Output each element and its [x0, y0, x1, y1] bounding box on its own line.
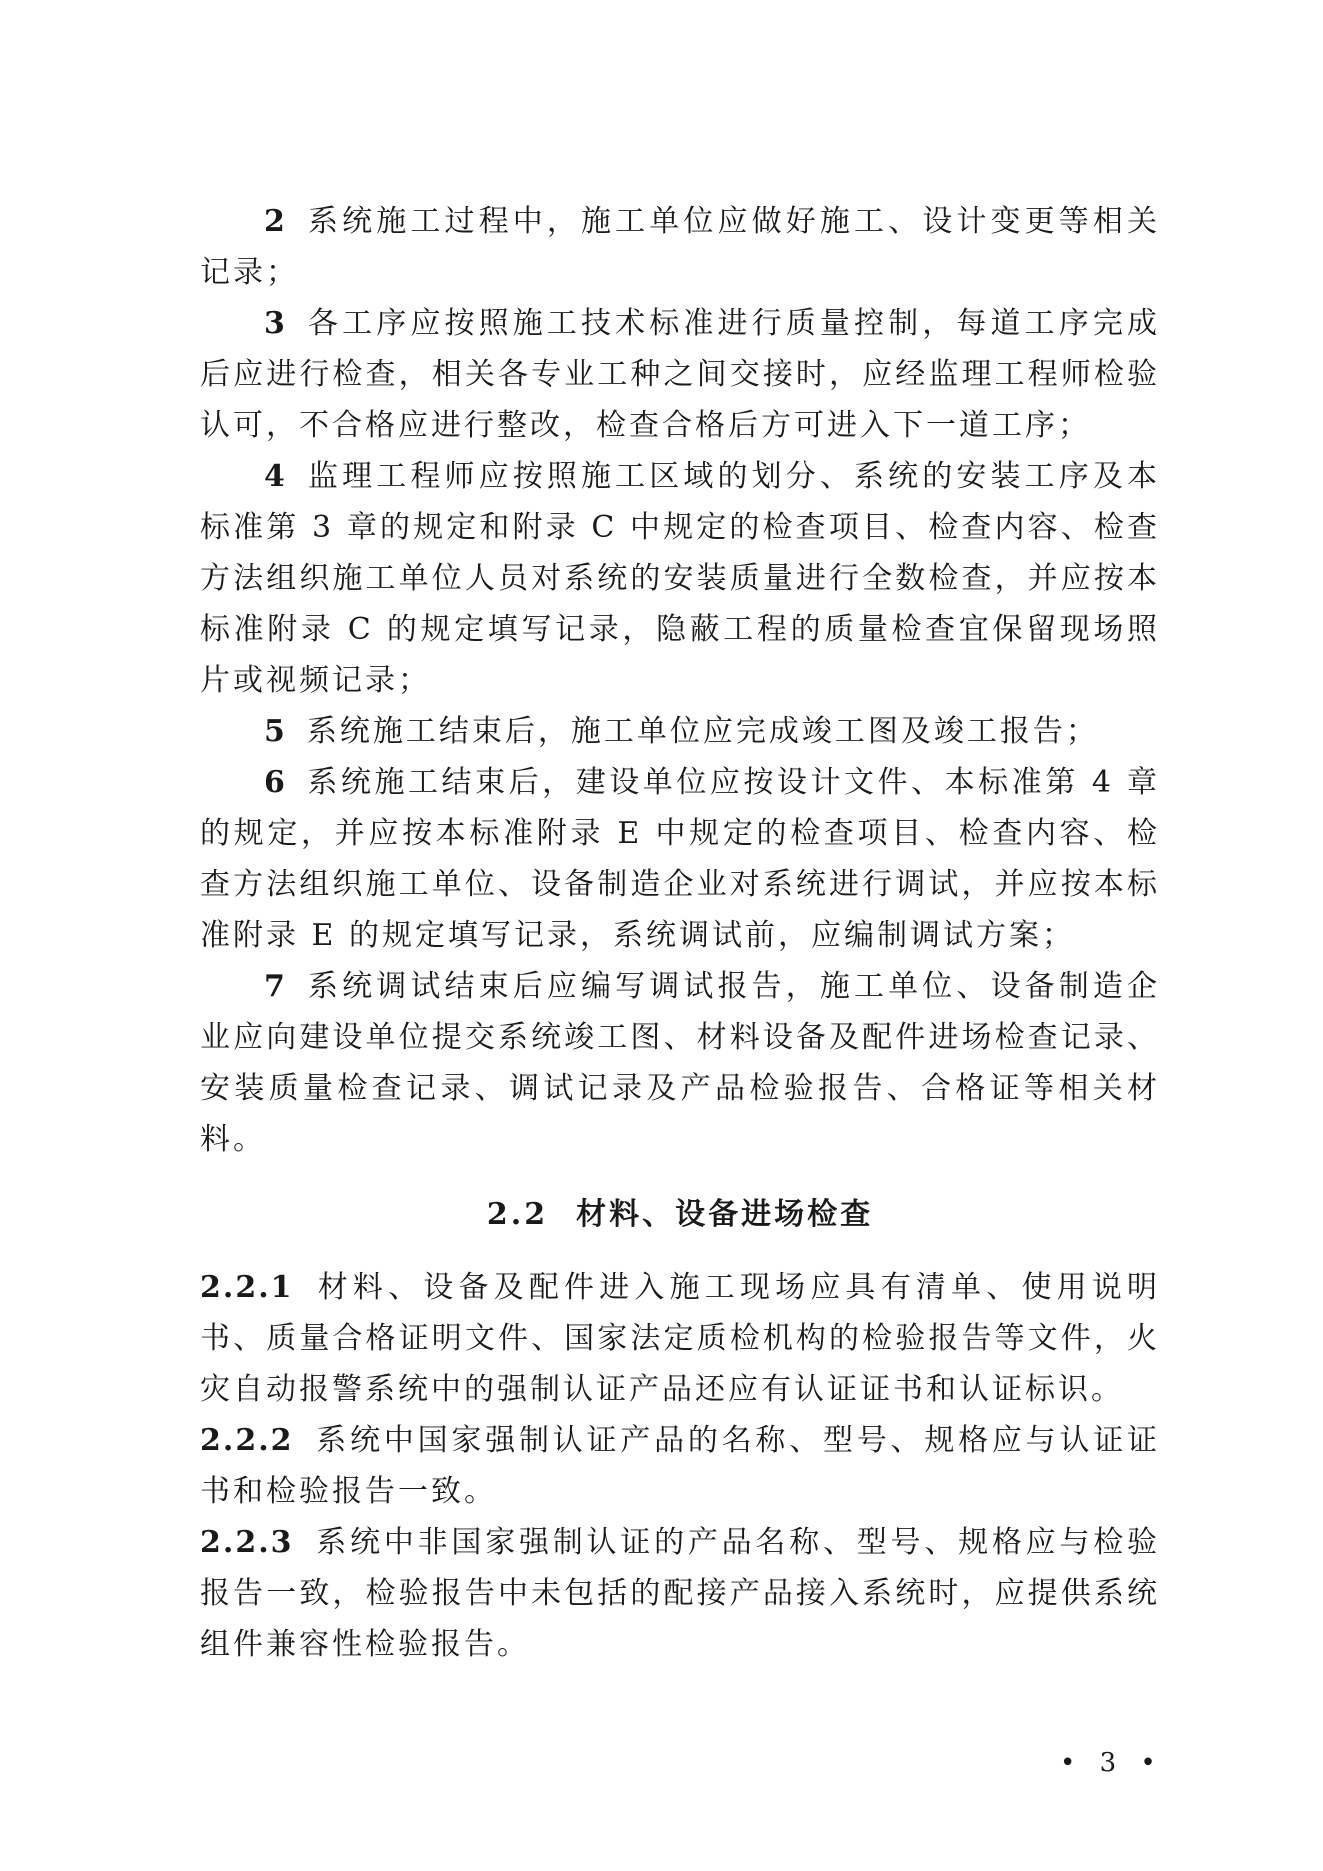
item-number: 6 — [264, 765, 285, 800]
section-title: 材料、设备进场检查 — [576, 1197, 874, 1232]
item-number: 7 — [264, 969, 285, 1004]
clause — [200, 1262, 1160, 1415]
item-number: 2 — [264, 204, 285, 239]
clause-text: 系统中国家强制认证产品的名称、型号、规格应与认证证书和检验报告一致。 — [200, 1423, 1160, 1509]
section-number: 2.2 — [486, 1197, 549, 1232]
document-page — [200, 196, 1160, 1670]
list-item — [200, 961, 1160, 1165]
clause — [200, 1517, 1160, 1670]
clause — [200, 1415, 1160, 1517]
item-text: 系统施工结束后，建设单位应按设计文件、本标准第 4 章的规定，并应按本标准附录 E 中规定的检查项目、检查内容、检查方法组织施工单位、设备制造企业对系统进行调试，并应按本标准附录 E 的规定填写记录，系统调试前，应编制调试方案； — [200, 765, 1160, 953]
item-text: 系统施工结束后，施工单位应完成竣工图及竣工报告； — [306, 714, 1099, 749]
clause-number: 2.2.1 — [200, 1270, 294, 1305]
list-item — [200, 298, 1160, 451]
item-number: 3 — [264, 306, 285, 341]
list-item — [200, 757, 1160, 961]
item-text: 监理工程师应按照施工区域的划分、系统的安装工序及本标准第 3 章的规定和附录 C 中规定的检查项目、检查内容、检查方法组织施工单位人员对系统的安装质量进行全数检查，并应按本标准附录 C 的规定填写记录，隐蔽工程的质量检查宜保留现场照片或视频记录； — [200, 459, 1160, 698]
item-number: 5 — [264, 714, 285, 749]
item-text: 系统施工过程中，施工单位应做好施工、设计变更等相关记录； — [200, 204, 1160, 290]
clause-text: 材料、设备及配件进入施工现场应具有清单、使用说明书、质量合格证明文件、国家法定质检机构的检验报告等文件，火灾自动报警系统中的强制认证产品还应有认证证书和认证标识。 — [200, 1270, 1160, 1407]
page-number: • 3 • — [1060, 1748, 1164, 1778]
item-text: 各工序应按照施工技术标准进行质量控制，每道工序完成后应进行检查，相关各专业工种之间交接时，应经监理工程师检验认可，不合格应进行整改，检查合格后方可进入下一道工序； — [200, 306, 1160, 443]
clause-number: 2.2.3 — [200, 1525, 294, 1560]
list-item — [200, 706, 1160, 757]
clause-number: 2.2.2 — [200, 1423, 294, 1458]
section-heading — [200, 1189, 1160, 1240]
item-text: 系统调试结束后应编写调试报告，施工单位、设备制造企业应向建设单位提交系统竣工图、材料设备及配件进场检查记录、安装质量检查记录、调试记录及产品检验报告、合格证等相关材料。 — [200, 969, 1160, 1157]
list-item — [200, 196, 1160, 298]
item-number: 4 — [264, 459, 285, 494]
clause-text: 系统中非国家强制认证的产品名称、型号、规格应与检验报告一致，检验报告中未包括的配接产品接入系统时，应提供系统组件兼容性检验报告。 — [200, 1525, 1160, 1662]
list-item — [200, 451, 1160, 706]
